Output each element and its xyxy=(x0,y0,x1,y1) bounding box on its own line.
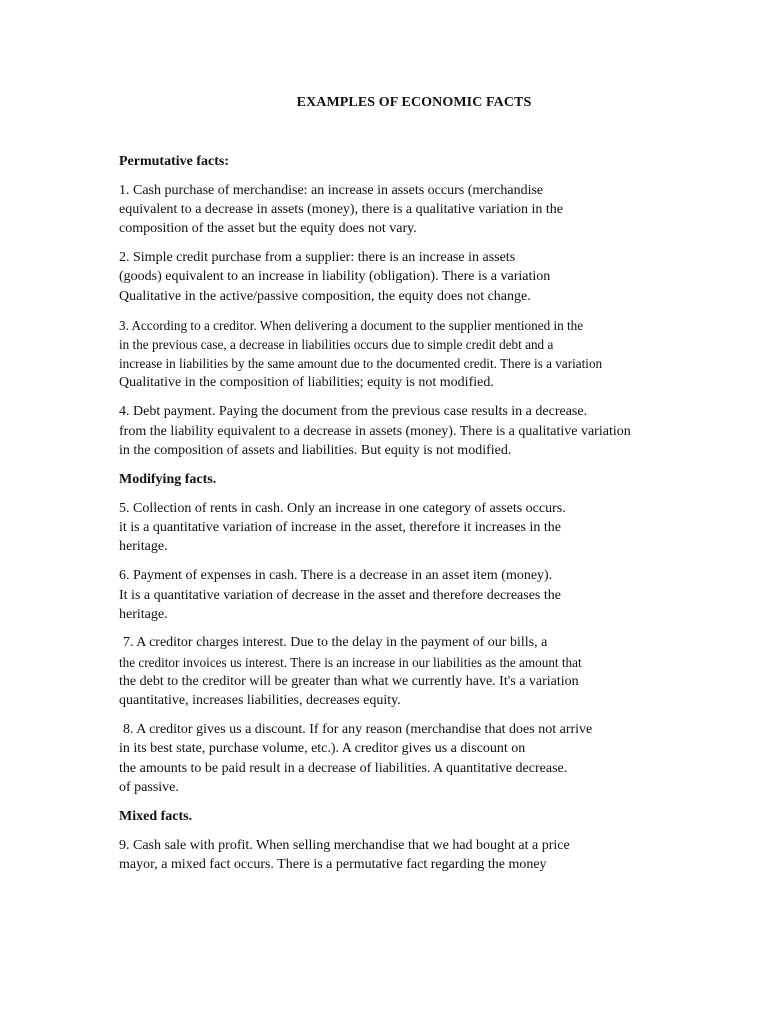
text-line: 2. Simple credit purchase from a supplier: there is an increase in assets xyxy=(119,250,516,265)
text-line: in the previous case, a decrease in liabilities occurs due to simple credit debt and a xyxy=(119,337,554,352)
text-line: 5. Collection of rents in cash. Only an increase in one category of assets occurs. xyxy=(119,501,566,516)
text-line: the creditor invoices us interest. There is an increase in our liabilities as the amount that xyxy=(119,655,582,670)
text-line: 8. A creditor gives us a discount. If for any reason (merchandise that does not arrive xyxy=(123,722,593,737)
text-line: 4. Debt payment. Paying the document from the previous case results in a decrease. xyxy=(119,404,588,419)
text-line: composition of the asset but the equity does not vary. xyxy=(119,221,417,236)
text-line: equivalent to a decrease in assets (money), there is a qualitative variation in the xyxy=(119,202,563,217)
text-line: from the liability equivalent to a decrease in assets (money). There is a qualitative variation xyxy=(119,424,631,439)
text-line: in its best state, purchase volume, etc.). A creditor gives us a discount on xyxy=(119,741,526,756)
text-line: 3. According to a creditor. When delivering a document to the supplier mentioned in the xyxy=(119,318,584,333)
text-line: in the composition of assets and liabilities. But equity is not modified. xyxy=(119,443,512,458)
document-title: EXAMPLES OF ECONOMIC FACTS xyxy=(296,95,532,110)
text-line: 9. Cash sale with profit. When selling merchandise that we had bought at a price xyxy=(119,838,570,853)
text-line: of passive. xyxy=(119,780,179,795)
text-line: quantitative, increases liabilities, decreases equity. xyxy=(119,693,401,708)
text-line: mayor, a mixed fact occurs. There is a permutative fact regarding the money xyxy=(119,857,547,872)
text-line: heritage. xyxy=(119,607,168,622)
text-line: 6. Payment of expenses in cash. There is a decrease in an asset item (money). xyxy=(119,568,553,583)
text-line: the amounts to be paid result in a decrease of liabilities. A quantitative decrease. xyxy=(119,761,568,776)
text-line: Qualitative in the active/passive composition, the equity does not change. xyxy=(119,289,531,304)
text-line: 1. Cash purchase of merchandise: an increase in assets occurs (merchandise xyxy=(119,183,544,198)
section-heading-modifying: Modifying facts. xyxy=(119,472,217,487)
text-line: 7. A creditor charges interest. Due to the delay in the payment of our bills, a xyxy=(123,635,548,650)
text-line: (goods) equivalent to an increase in liability (obligation). There is a variation xyxy=(119,269,551,284)
text-line: Qualitative in the composition of liabilities; equity is not modified. xyxy=(119,375,494,390)
section-heading-permutative: Permutative facts: xyxy=(119,154,230,169)
text-line: increase in liabilities by the same amount due to the documented credit. There is a variation xyxy=(119,356,603,371)
text-line: it is a quantitative variation of increase in the asset, therefore it increases in the xyxy=(119,520,561,535)
text-line: It is a quantitative variation of decrease in the asset and therefore decreases the xyxy=(119,588,561,603)
text-line: heritage. xyxy=(119,539,168,554)
section-heading-mixed: Mixed facts. xyxy=(119,809,193,824)
text-line: the debt to the creditor will be greater than what we currently have. It's a variation xyxy=(119,674,579,689)
